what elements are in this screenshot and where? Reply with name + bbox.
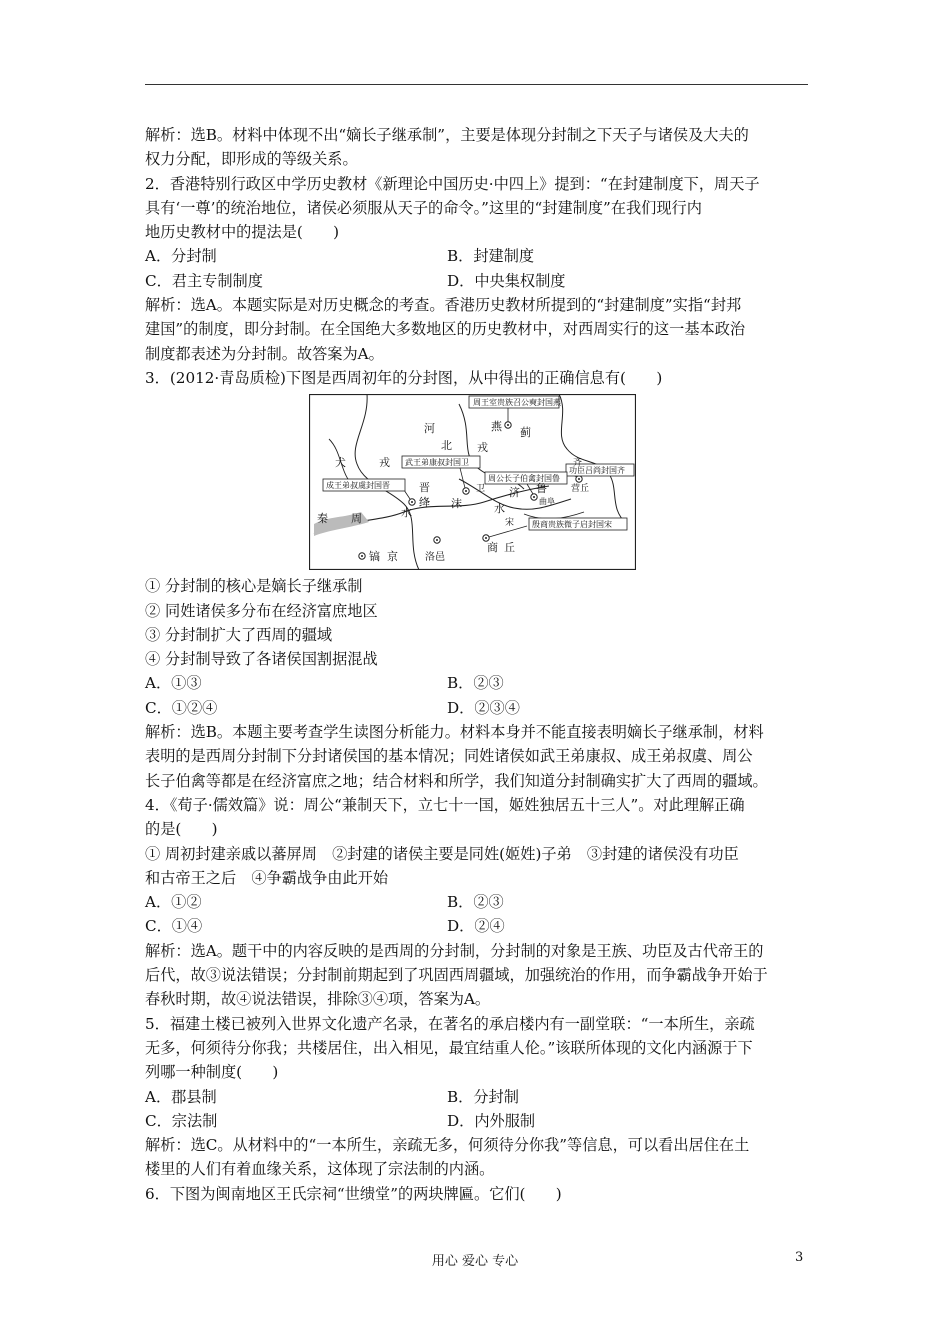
label-jin: 晋 [419,481,430,495]
q2-option-c: C．君主专制制度 [145,271,263,290]
q4-option-a: A．①② [145,893,202,912]
label-mo: 沫 [451,497,462,511]
label-ji2: 济 [509,486,520,500]
q5-analysis: 解析：选C。从材料中的“一本所生，亲疏无多，何须待分你我”等信息，可以看出居住在土 [145,1136,750,1155]
question-6-stem: 6．下图为闽南地区王氏宗祠“世缋堂”的两块牌匾。它们( ) [145,1184,562,1203]
q4-option-c: C．①④ [145,917,203,936]
text-line: 和古帝王之后 ④争霸战争由此开始 [145,868,388,887]
page-content [145,123,810,1206]
q3-options-row [145,671,810,695]
text-line: 长子伯禽等都是在经济富庶之地；结合材料和所学，我们知道分封制确实扩大了西周的疆域。 [145,771,768,790]
label-he: 河 [424,422,435,436]
label-lu: 鲁 [536,482,547,496]
label-qi: 齐 [573,458,583,469]
text-line: 解析：选B。材料中体现不出“嫡长子继承制”，主要是体现分封制之下天子与诸侯及大夫的 [145,126,749,144]
label-shui2: 水 [494,502,505,516]
box-wei: 武王弟康叔封国卫 [405,458,469,468]
q3-option-c: C．①②④ [145,698,218,717]
label-qufu: 曲阜 [539,497,555,507]
map-container [145,394,810,572]
text-line: 后代，故③说法错误；分封制前期起到了巩固西周疆域，加强统治的作用，而争霸战争开始于 [145,966,768,985]
q5-option-c: C．宗法制 [145,1111,218,1130]
q3-analysis: 解析：选B。本题主要考查学生读图分析能力。材料本身并不能直接表明嫡长子继承制，材料 [145,723,764,742]
q3-item: ② 同姓诸侯多分布在经济富庶地区 [145,601,378,620]
text-line: ① 周初封建亲戚以蕃屏周 ②封建的诸侯主要是同姓(姬姓)子弟 ③封建的诸侯没有功臣 [145,844,739,863]
text-line: 楼里的人们有着血缘关系，这体现了宗法制的内涵。 [145,1160,495,1179]
q5-option-a: A．郡县制 [145,1087,217,1106]
text-line: 无多，何须待分你我；共楼居住，出入相见，最宜结重人伦。”该联所体现的文化内涵源于下 [145,1038,753,1057]
label-zhou: 周 [351,512,362,526]
box-jin: 成王弟叔虞封国晋 [326,481,390,491]
q4-options-row [145,890,810,914]
q3-item: ④ 分封制导致了各诸侯国割据混战 [145,650,378,669]
q3-option-a: A．①③ [145,674,202,693]
box-qi: 功臣吕尚封国齐 [569,466,625,476]
box-yan: 周王室贵族召公奭封国燕 [473,398,561,408]
text-line: 建国”的制度，即分封制。在全国绝大多数地区的历史教材中，对西周实行的这一基本政治 [145,320,746,339]
question-5-stem: 5．福建土楼已被列入世界文化遗产名录，在著名的承启楼内有一副堂联：“一本所生，亲疏 [145,1014,755,1033]
label-jiang: 绛 [419,496,430,510]
text-line: 春秋时期，故④说法错误，排除③④项，答案为A。 [145,990,491,1009]
q4-options-row [145,914,810,938]
q5-option-d: D．内外服制 [447,1111,536,1130]
text-line: 列哪一种制度( ) [145,1063,279,1082]
q4-option-b: B．②③ [447,893,504,912]
question-2-stem: 2．香港特别行政区中学历史教材《新理论中国历史·中四上》提到：“在封建制度下，周天子 [145,174,760,193]
q2-analysis: 解析：选A。本题实际是对历史概念的考查。香港历史教材所提到的“封建制度”实指“封邦 [145,296,742,315]
label-yingqiu: 营丘 [571,484,590,495]
q2-option-b: B．封建制度 [447,247,535,266]
label-yan: 燕 [491,420,502,434]
q4-option-d: D．②④ [447,917,505,936]
text-line: 权力分配，即形成的等级关系。 [145,150,358,169]
footer-motto: 用心 爱心 专心 [431,1254,519,1269]
label-rong2: 戎 [379,456,390,470]
q2-option-d: D．中央集权制度 [447,271,566,290]
box-lu: 周公长子伯禽封国鲁 [488,474,560,484]
q5-option-b: B．分封制 [447,1087,519,1106]
label-qin: 秦 [317,512,328,526]
label-quan: 犬 [335,456,346,470]
label-bei: 北 [441,439,452,453]
label-luoyi: 洛邑 [425,552,445,564]
q3-item: ③ 分封制扩大了西周的疆域 [145,625,333,644]
label-rong1: 戎 [477,441,488,455]
box-song: 殷商贵族微子启封国宋 [532,520,612,530]
q3-option-d: D．②③④ [447,698,520,717]
western-zhou-fiefdom-map [309,394,636,570]
q3-item: ① 分封制的核心是嫡长子继承制 [145,577,363,596]
text-line: 制度都表述为分封制。故答案为A。 [145,344,384,363]
text-line: 表明的是西周分封制下分封诸侯国的基本情况；同姓诸侯如武王弟康叔、成王弟叔虞、周公 [145,747,753,766]
header-rule [145,84,808,85]
q4-analysis: 解析：选A。题干中的内容反映的是西周的分封制，分封制的对象是王族、功臣及古代帝王的 [145,941,764,960]
label-song: 宋 [505,518,515,529]
label-shui1: 水 [401,506,412,520]
q5-options-row [145,1085,810,1109]
page-number: 3 [795,1250,804,1265]
q2-options-row [145,244,810,268]
label-ji: 蓟 [520,426,531,440]
text-line: 具有‘一尊’的统治地位，诸侯必须服从天子的命令。”这里的“封建制度”在我们现行内 [145,198,702,217]
text-line: 的是( ) [145,820,218,839]
label-gao: 镐 [369,550,380,564]
text-line: 地历史教材中的提法是( ) [145,223,340,242]
label-wei: 卫 [476,484,486,495]
q3-options-row [145,696,810,720]
q2-option-a: A．分封制 [145,247,217,266]
question-4-stem: 4．《荀子·儒效篇》说：周公“兼制天下，立七十一国，姬姓独居五十三人”。对此理解正确 [145,795,745,814]
q2-options-row [145,269,810,293]
q3-option-b: B．②③ [447,674,504,693]
label-qiu: 丘 [504,541,515,555]
label-jing: 京 [387,550,398,564]
q5-options-row [145,1109,810,1133]
question-3-stem: 3．(2012·青岛质检)下图是西周初年的分封图，从中得出的正确信息有( ) [145,368,663,387]
label-shang: 商 [487,541,498,555]
